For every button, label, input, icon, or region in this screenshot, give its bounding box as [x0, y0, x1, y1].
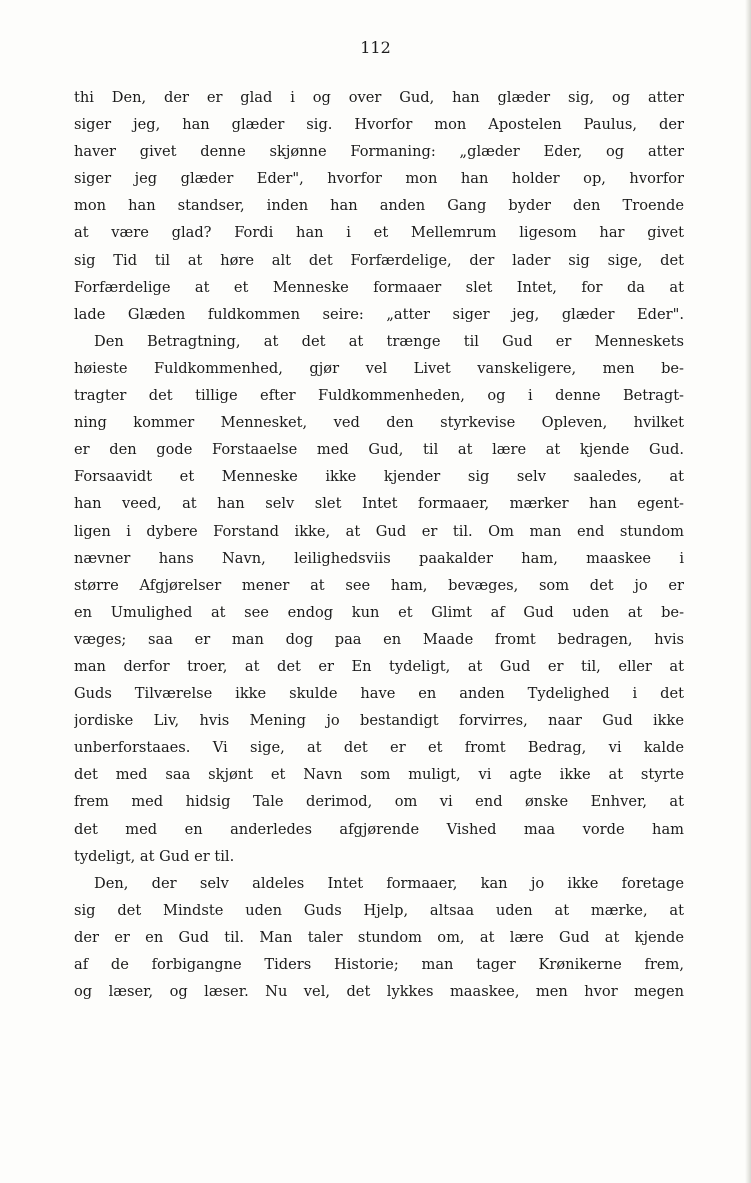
text-line: ning kommer Mennesket, ved den styrkevise Opleven, hvilket: [74, 414, 684, 432]
text-line: tragter det tillige efter Fuldkommenheden, og i denne Betragt-: [74, 387, 684, 405]
text-line: større Afgjørelser mener at see ham, bevæges, som det jo er: [74, 576, 684, 594]
text-line: han veed, at han selv slet Intet formaaer, mærker han egent-: [74, 495, 684, 513]
text-line: tydeligt, at Gud er til.: [74, 847, 235, 865]
text-line: sig det Mindste uden Guds Hjelp, altsaa uden at mærke, at: [74, 901, 684, 919]
text-line: Forfærdelige at et Menneske formaaer slet Intet, for da at: [74, 278, 684, 296]
text-line: thi Den, der er glad i og over Gud, han glæder sig, og atter: [74, 89, 684, 106]
text-line: man derfor troer, at det er En tydeligt, at Gud er til, eller at: [74, 657, 684, 675]
text-line: og læser, og læser. Nu vel, det lykkes maaskee, men hvor megen: [74, 983, 684, 1001]
text-line: lade Glæden fuldkommen seire: „atter siger jeg, glæder Eder".: [74, 305, 684, 323]
text-line: af de forbigangne Tiders Historie; man tager Krønikerne frem,: [74, 956, 684, 973]
text-line: frem med hidsig Tale derimod, om vi end ønske Enhver, at: [74, 793, 684, 811]
text-line: ligen i dybere Forstand ikke, at Gud er til. Om man end stundom: [74, 522, 684, 540]
text-line: haver givet denne skjønne Formaning: „glæder Eder, og atter: [74, 143, 684, 161]
text-line: Guds Tilværelse ikke skulde have en anden Tydelighed i det: [74, 685, 684, 703]
text-line: Den, der selv aldeles Intet formaaer, kan jo ikke foretage: [94, 874, 684, 892]
text-line: siger jeg, han glæder sig. Hvorfor mon Apostelen Paulus, der: [74, 116, 684, 134]
text-line: væges; saa er man dog paa en Maade fromt bedragen, hvis: [74, 630, 684, 648]
text-line: Forsaavidt et Menneske ikke kjender sig selv saaledes, at: [74, 468, 684, 486]
text-line: sig Tid til at høre alt det Forfærdelige, der lader sig sige, det: [74, 251, 684, 269]
text-line: der er en Gud til. Man taler stundom om, at lære Gud at kjende: [74, 928, 684, 946]
text-line: siger jeg glæder Eder", hvorfor mon han holder op, hvorfor: [74, 170, 684, 188]
page-edge-shadow: [745, 0, 751, 1183]
text-line: Den Betragtning, at det at trænge til Gud er Menneskets: [94, 332, 684, 350]
text-line: jordiske Liv, hvis Mening jo bestandigt forvirres, naar Gud ikke: [74, 712, 684, 730]
text-line: er den gode Forstaaelse med Gud, til at lære at kjende Gud.: [74, 441, 684, 459]
text-line: en Umulighed at see endog kun et Glimt af Gud uden at be-: [74, 603, 684, 621]
page-number: 112: [360, 38, 391, 57]
text-line: unberforstaaes. Vi sige, at det er et fromt Bedrag, vi kalde: [74, 739, 684, 757]
text-line: det med en anderledes afgjørende Vished maa vorde ham: [74, 820, 684, 838]
text-line: mon han standser, inden han anden Gang byder den Troende: [74, 197, 684, 215]
text-line: nævner hans Navn, leilighedsviis paakalder ham, maaskee i: [74, 549, 684, 567]
text-line: høieste Fuldkommenhed, gjør vel Livet vanskeligere, men be-: [74, 359, 684, 377]
text-line: at være glad? Fordi han i et Mellemrum ligesom har givet: [74, 224, 684, 242]
body-text: [74, 84, 684, 1005]
text-line: det med saa skjønt et Navn som muligt, vi agte ikke at styrte: [74, 766, 684, 784]
